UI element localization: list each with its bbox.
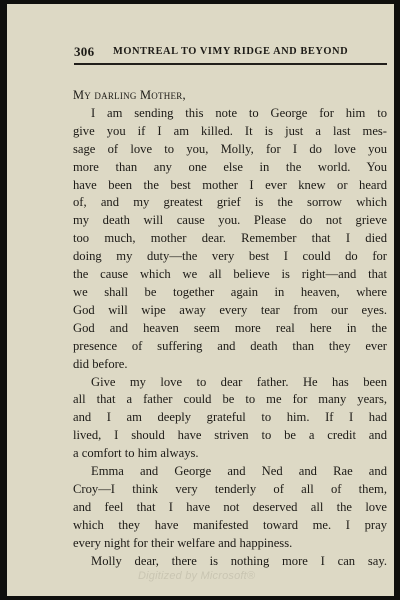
text-line: presence of suffering and death than they ever [73, 338, 387, 353]
running-head [74, 44, 386, 60]
text-line: Molly dear, there is nothing more I can say. [91, 553, 387, 568]
text-line: too much, mother dear. Remember that I died [73, 231, 387, 246]
text-line: God and heaven seem more real here in the [73, 320, 387, 335]
text-line: we shall be together again in heaven, where [73, 284, 387, 299]
text-line: every night for their welfare and happiness. [73, 535, 293, 550]
text-line: give you if I am killed. It is just a last mes- [73, 123, 387, 138]
text-line: doing my duty—the very best I could do for [73, 249, 387, 264]
text-line: have been the best mother I ever knew or heard [73, 177, 387, 192]
digitization-watermark: Digitized by Microsoft® [138, 570, 256, 582]
text-line: a comfort to him always. [73, 446, 199, 461]
text-line: did before. [73, 356, 128, 371]
text-line: I am sending this note to George for him to [91, 105, 387, 120]
text-line: sage of love to you, Molly, for I do love you [73, 141, 387, 156]
text-line: God will wipe away every tear from our eyes. [73, 302, 387, 317]
header-rule [74, 63, 387, 65]
page-number: 306 [74, 44, 95, 59]
text-line: of, and my greatest grief is the sorrow which [73, 195, 387, 210]
paragraph [73, 105, 387, 374]
text-line: Croy—I think very tenderly of all of them, [73, 481, 387, 496]
text-line: Emma and George and Ned and Rae and [91, 464, 387, 479]
text-line: the cause which we all believe is right—and that [73, 267, 387, 282]
text-line: Give my love to dear father. He has been [91, 374, 387, 389]
paragraph [73, 374, 387, 464]
paragraph [73, 553, 387, 571]
running-title: MONTREAL TO VIMY RIDGE AND BEYOND [113, 46, 349, 57]
salutation: My darling Mother, [73, 88, 186, 102]
book-page [7, 4, 394, 596]
text-line: my death will cause you. Please do not grieve [73, 213, 387, 228]
text-line: all that a father could be to me for many years, [73, 392, 387, 407]
paragraph [73, 463, 387, 553]
text-line: and feel that I have not deserved all the love [73, 499, 387, 514]
letter-body [73, 87, 387, 570]
text-line: and I am deeply grateful to him. If I had [73, 410, 387, 425]
text-line: lived, I should have striven to be a credit and [73, 428, 387, 443]
text-line: which they have manifested toward me. I pray [73, 517, 387, 532]
text-line: more than any one else in the world. You [73, 159, 387, 174]
